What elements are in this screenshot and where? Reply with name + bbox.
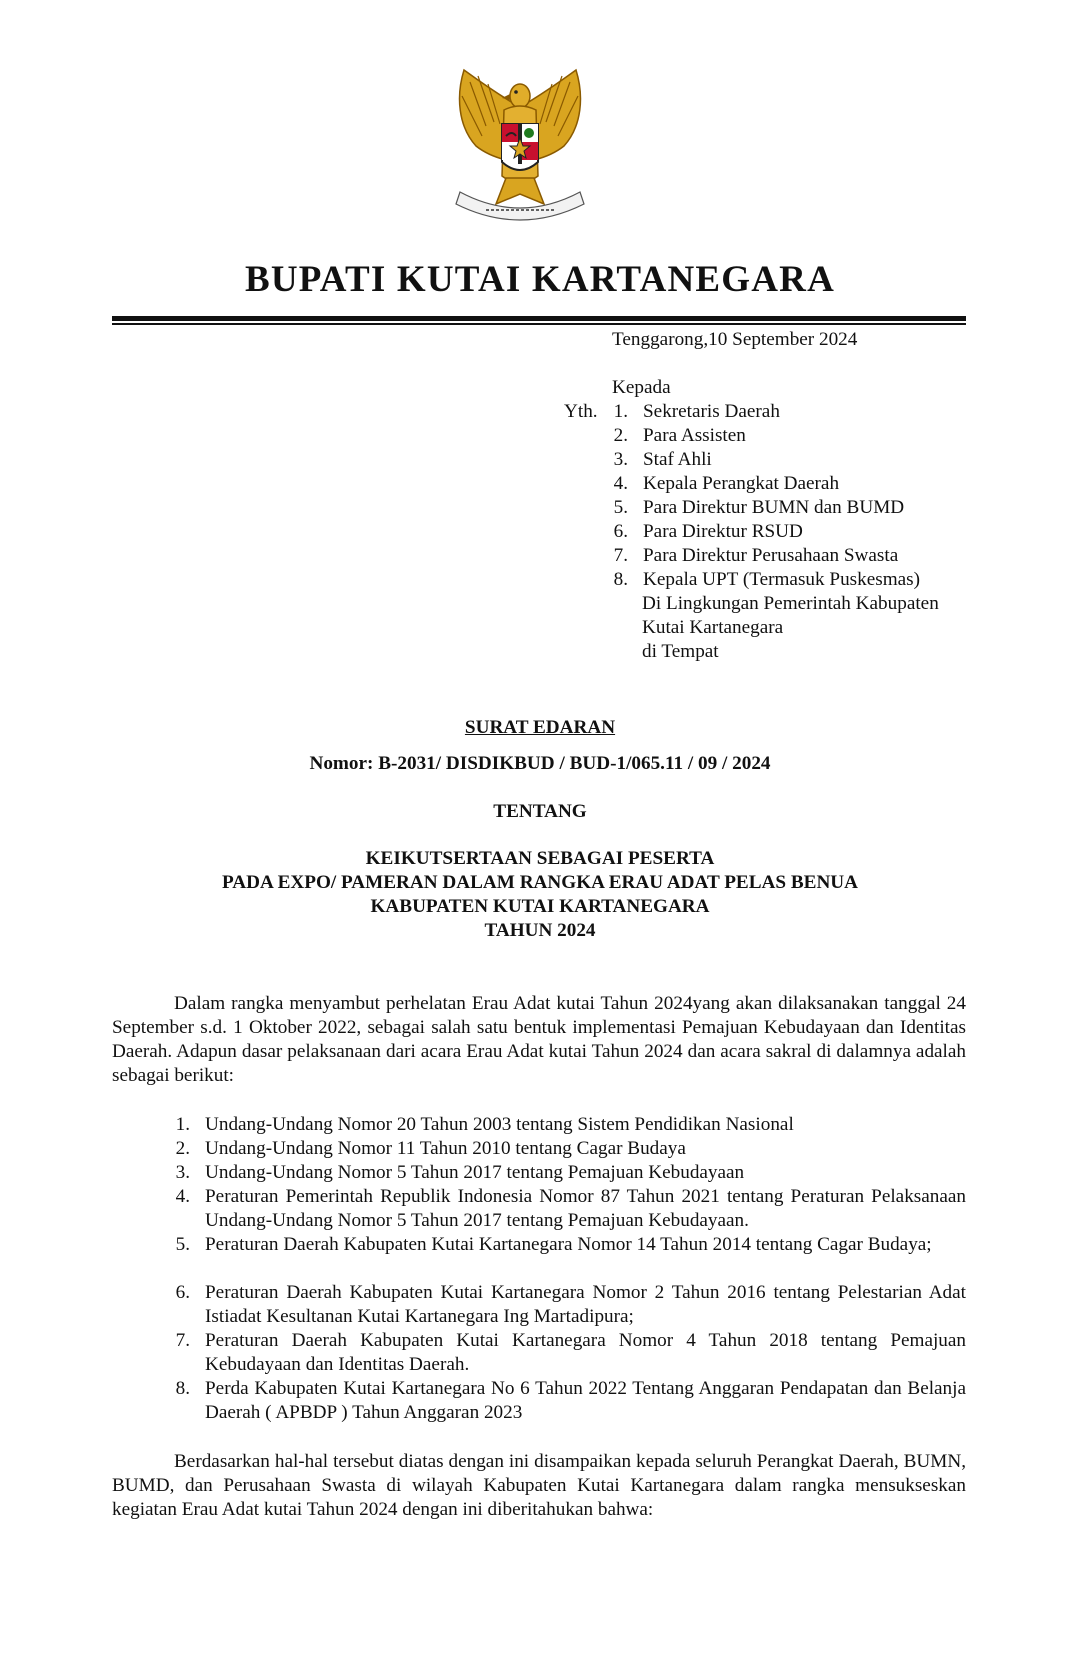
- recipient-item: Staf Ahli: [643, 449, 712, 470]
- letter-tentang: TENTANG: [493, 801, 587, 822]
- letter-number: Nomor: B-2031/ DISDIKBUD / BUD-1/065.11 / 09 / 2024: [309, 753, 771, 774]
- recipient-number: 6.: [613, 521, 628, 542]
- letter-subject-line: TAHUN 2024: [484, 920, 596, 941]
- legal-basis-item: Undang-Undang Nomor 5 Tahun 2017 tentang Pemajuan Kebudayaan: [205, 1162, 745, 1183]
- recipient-number: 2.: [613, 425, 628, 446]
- legal-basis-item: Perda Kabupaten Kutai Kartanegara No 6 Tahun 2022 Tentang Anggaran Pendapatan dan Belanja Daerah ( APBDP ) Tahun Anggaran 2023: [205, 1378, 966, 1423]
- recipient-item: Para Assisten: [643, 425, 746, 446]
- letter-type: SURAT EDARAN: [464, 717, 616, 738]
- header-divider-thick: [112, 316, 966, 321]
- recipient-location: Kutai Kartanegara: [642, 617, 784, 638]
- recipient-number: 4.: [613, 473, 628, 494]
- closing-paragraph: Berdasarkan hal-hal tersebut diatas dengan ini disampaikan kepada seluruh Perangkat Daerah, BUMN, BUMD, dan Perusahaan Swasta di wilayah Kabupaten Kutai Kartanegara dalam rangka mensukseskan kegiatan Erau Adat kutai Tahun 2024 dengan ini diberitahukan bahwa:: [112, 1451, 966, 1520]
- legal-basis-number: 1.: [175, 1114, 190, 1135]
- recipient-item: Para Direktur Perusahaan Swasta: [643, 545, 899, 566]
- page-title: BUPATI KUTAI KARTANEGARA: [244, 259, 836, 300]
- recipient-number: 3.: [613, 449, 628, 470]
- letter-subject-line: KABUPATEN KUTAI KARTANEGARA: [370, 896, 710, 917]
- recipient-kepada: Kepada: [612, 377, 671, 398]
- recipient-item: Sekretaris Daerah: [643, 401, 780, 422]
- recipient-number: 7.: [613, 545, 628, 566]
- letter-subject-line: PADA EXPO/ PAMERAN DALAM RANGKA ERAU ADAT PELAS BENUA: [221, 872, 859, 893]
- legal-basis-number: 6.: [175, 1282, 190, 1303]
- recipient-yth: Yth.: [564, 401, 598, 422]
- garuda-pancasila-emblem-icon: [446, 66, 594, 230]
- legal-basis-item: Undang-Undang Nomor 20 Tahun 2003 tentang Sistem Pendidikan Nasional: [205, 1114, 794, 1135]
- legal-basis-number: 7.: [175, 1330, 190, 1351]
- intro-paragraph: Dalam rangka menyambut perhelatan Erau Adat kutai Tahun 2024yang akan dilaksanakan tanggal 24 September s.d. 1 Oktober 2022, sebagai salah satu bentuk implementasi Pemajuan Kebudayaan dan Identitas Daerah. Adapun dasar pelaksanaan dari acara Erau Adat kutai Tahun 2024 dan acara sakral di dalamnya adalah sebagai berikut:: [112, 993, 966, 1086]
- recipient-number: 8.: [613, 569, 628, 590]
- recipient-item: Para Direktur BUMN dan BUMD: [643, 497, 905, 518]
- recipient-item: Kepala Perangkat Daerah: [643, 473, 840, 494]
- legal-basis-item: Undang-Undang Nomor 11 Tahun 2010 tentang Cagar Budaya: [205, 1138, 686, 1159]
- legal-basis-item: Peraturan Daerah Kabupaten Kutai Kartanegara Nomor 2 Tahun 2016 tentang Pelestarian Adat Istiadat Kesultanan Kutai Kartanegara Ing Martadipura;: [205, 1282, 966, 1327]
- recipient-location: Di Lingkungan Pemerintah Kabupaten: [642, 593, 939, 614]
- legal-basis-number: 8.: [175, 1378, 190, 1399]
- recipient-number: 5.: [613, 497, 628, 518]
- legal-basis-number: 5.: [175, 1234, 190, 1255]
- legal-basis-number: 4.: [175, 1186, 190, 1207]
- letter-subject-line: KEIKUTSERTAAN SEBAGAI PESERTA: [365, 848, 715, 869]
- legal-basis-item: Peraturan Daerah Kabupaten Kutai Kartanegara Nomor 4 Tahun 2018 tentang Pemajuan Kebudayaan dan Identitas Daerah.: [205, 1330, 966, 1375]
- legal-basis-number: 3.: [175, 1162, 190, 1183]
- recipient-item: Para Direktur RSUD: [643, 521, 803, 542]
- header-divider-thin: [112, 323, 966, 325]
- legal-basis-number: 2.: [175, 1138, 190, 1159]
- place-date: Tenggarong,10 September 2024: [612, 329, 858, 350]
- legal-basis-item: Peraturan Pemerintah Republik Indonesia Nomor 87 Tahun 2021 tentang Peraturan Pelaksanaan Undang-Undang Nomor 5 Tahun 2017 tentang Pemajuan Kebudayaan.: [205, 1186, 966, 1231]
- recipient-item: Kepala UPT (Termasuk Puskesmas): [643, 569, 920, 590]
- recipient-number: 1.: [613, 401, 628, 422]
- recipient-location: di Tempat: [642, 641, 719, 662]
- legal-basis-item: Peraturan Daerah Kabupaten Kutai Kartanegara Nomor 14 Tahun 2014 tentang Cagar Budaya;: [205, 1234, 932, 1255]
